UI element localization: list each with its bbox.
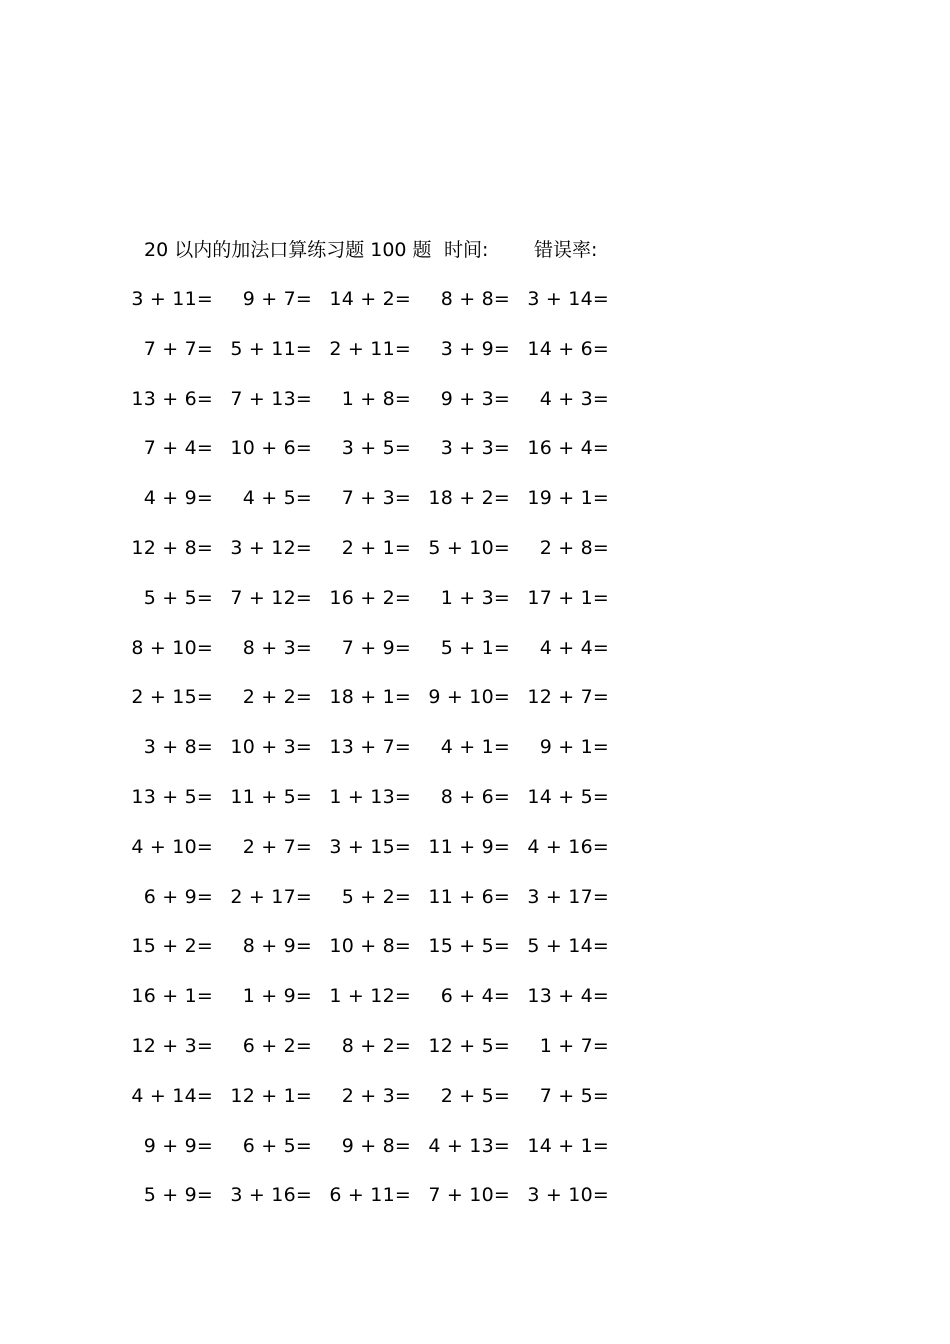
problem-cell: 3 + 17= (527, 885, 609, 908)
problem-row (0, 1081, 700, 1111)
problem-row (0, 1031, 700, 1061)
problem-cell: 4 + 1= (440, 736, 510, 759)
problem-cell: 5 + 5= (143, 586, 213, 609)
problem-cell: 9 + 1= (539, 736, 609, 759)
problem-cell: 9 + 10= (428, 686, 510, 709)
problem-cell: 8 + 2= (341, 1035, 411, 1057)
problem-cell: 4 + 4= (539, 636, 609, 659)
problem-cell: 2 + 15= (131, 686, 213, 709)
problem-row (0, 931, 700, 961)
problem-cell: 9 + 8= (341, 1134, 411, 1157)
problem-cell: 18 + 2= (428, 487, 510, 510)
problem-cell: 14 + 2= (329, 288, 411, 310)
problem-cell: 3 + 14= (527, 288, 609, 310)
problem-row (0, 882, 700, 912)
problem-cell: 14 + 5= (527, 786, 609, 808)
problem-cell: 19 + 1= (527, 487, 609, 510)
problem-cell: 9 + 9= (143, 1134, 213, 1157)
problem-cell: 3 + 5= (341, 437, 411, 460)
problem-cell: 8 + 9= (242, 935, 312, 958)
problem-cell: 9 + 3= (440, 387, 510, 410)
problem-cell: 5 + 14= (527, 935, 609, 958)
problem-cell: 2 + 11= (329, 337, 411, 360)
problem-cell: 4 + 16= (527, 835, 609, 858)
problem-cell: 14 + 1= (527, 1134, 609, 1157)
problem-cell: 3 + 10= (527, 1184, 609, 1207)
problem-cell: 15 + 5= (428, 935, 510, 958)
problem-row (0, 782, 700, 812)
problem-row (0, 384, 700, 414)
problem-cell: 5 + 2= (341, 885, 411, 908)
problem-row (0, 832, 700, 862)
time-label: 时间: (444, 239, 489, 261)
problem-cell: 1 + 13= (329, 786, 411, 808)
problem-cell: 13 + 7= (329, 736, 411, 759)
problem-cell: 7 + 3= (341, 487, 411, 510)
problem-row (0, 732, 700, 762)
problem-cell: 6 + 9= (143, 885, 213, 908)
problem-cell: 3 + 15= (329, 835, 411, 858)
problem-cell: 3 + 11= (131, 288, 213, 310)
problem-row (0, 682, 700, 712)
problem-row (0, 284, 700, 314)
problem-cell: 10 + 6= (230, 437, 312, 460)
problem-cell: 12 + 3= (131, 1035, 213, 1057)
problem-cell: 3 + 12= (230, 537, 312, 559)
problem-cell: 12 + 8= (131, 537, 213, 559)
problem-cell: 7 + 13= (230, 387, 312, 410)
problem-cell: 7 + 9= (341, 636, 411, 659)
problem-cell: 6 + 11= (329, 1184, 411, 1207)
problem-cell: 16 + 4= (527, 437, 609, 460)
problem-cell: 1 + 8= (341, 387, 411, 410)
worksheet-title: 20 以内的加法口算练习题 100 题 (144, 239, 432, 261)
problem-row (0, 433, 700, 463)
problem-cell: 6 + 5= (242, 1134, 312, 1157)
problem-cell: 6 + 2= (242, 1035, 312, 1057)
problem-cell: 15 + 2= (131, 935, 213, 958)
problem-cell: 8 + 8= (440, 288, 510, 310)
problem-cell: 2 + 8= (539, 537, 609, 559)
problem-cell: 12 + 5= (428, 1035, 510, 1057)
problem-cell: 11 + 9= (428, 835, 510, 858)
problem-cell: 5 + 10= (428, 537, 510, 559)
problem-cell: 5 + 1= (440, 636, 510, 659)
problem-cell: 16 + 1= (131, 985, 213, 1008)
error-rate-label: 错误率: (534, 239, 598, 261)
problem-cell: 8 + 6= (440, 786, 510, 808)
problem-cell: 11 + 5= (230, 786, 312, 808)
problem-cell: 9 + 7= (242, 288, 312, 310)
problem-cell: 2 + 3= (341, 1084, 411, 1107)
problem-cell: 7 + 12= (230, 586, 312, 609)
problem-cell: 6 + 4= (440, 985, 510, 1008)
problem-cell: 4 + 14= (131, 1084, 213, 1107)
problem-cell: 3 + 3= (440, 437, 510, 460)
problem-cell: 13 + 5= (131, 786, 213, 808)
problem-cell: 7 + 4= (143, 437, 213, 460)
problem-cell: 4 + 5= (242, 487, 312, 510)
problem-cell: 1 + 12= (329, 985, 411, 1008)
problem-row (0, 1131, 700, 1161)
problem-cell: 10 + 3= (230, 736, 312, 759)
problem-cell: 5 + 9= (143, 1184, 213, 1207)
problem-cell: 2 + 1= (341, 537, 411, 559)
problem-cell: 3 + 9= (440, 337, 510, 360)
problem-cell: 4 + 13= (428, 1134, 510, 1157)
problem-row (0, 483, 700, 513)
problem-cell: 1 + 7= (539, 1035, 609, 1057)
problem-cell: 10 + 8= (329, 935, 411, 958)
problem-cell: 3 + 8= (143, 736, 213, 759)
problem-cell: 2 + 7= (242, 835, 312, 858)
problem-row (0, 633, 700, 663)
problem-cell: 5 + 11= (230, 337, 312, 360)
problem-cell: 7 + 5= (539, 1084, 609, 1107)
problem-cell: 4 + 9= (143, 487, 213, 510)
problem-cell: 4 + 10= (131, 835, 213, 858)
problem-cell: 1 + 3= (440, 586, 510, 609)
problem-row (0, 533, 700, 563)
problem-cell: 12 + 1= (230, 1084, 312, 1107)
problem-cell: 14 + 6= (527, 337, 609, 360)
problem-cell: 4 + 3= (539, 387, 609, 410)
problem-cell: 11 + 6= (428, 885, 510, 908)
problem-cell: 1 + 9= (242, 985, 312, 1008)
problem-cell: 7 + 10= (428, 1184, 510, 1207)
problem-row (0, 583, 700, 613)
problem-row (0, 334, 700, 364)
problem-row (0, 1180, 700, 1210)
problem-cell: 2 + 5= (440, 1084, 510, 1107)
problem-cell: 8 + 10= (131, 636, 213, 659)
problem-cell: 3 + 16= (230, 1184, 312, 1207)
problem-cell: 8 + 3= (242, 636, 312, 659)
problem-cell: 2 + 2= (242, 686, 312, 709)
problem-cell: 18 + 1= (329, 686, 411, 709)
problem-cell: 7 + 7= (143, 337, 213, 360)
problem-cell: 13 + 4= (527, 985, 609, 1008)
problem-cell: 17 + 1= (527, 586, 609, 609)
problem-cell: 13 + 6= (131, 387, 213, 410)
problem-row (0, 981, 700, 1011)
problem-cell: 16 + 2= (329, 586, 411, 609)
problem-cell: 12 + 7= (527, 686, 609, 709)
problem-cell: 2 + 17= (230, 885, 312, 908)
